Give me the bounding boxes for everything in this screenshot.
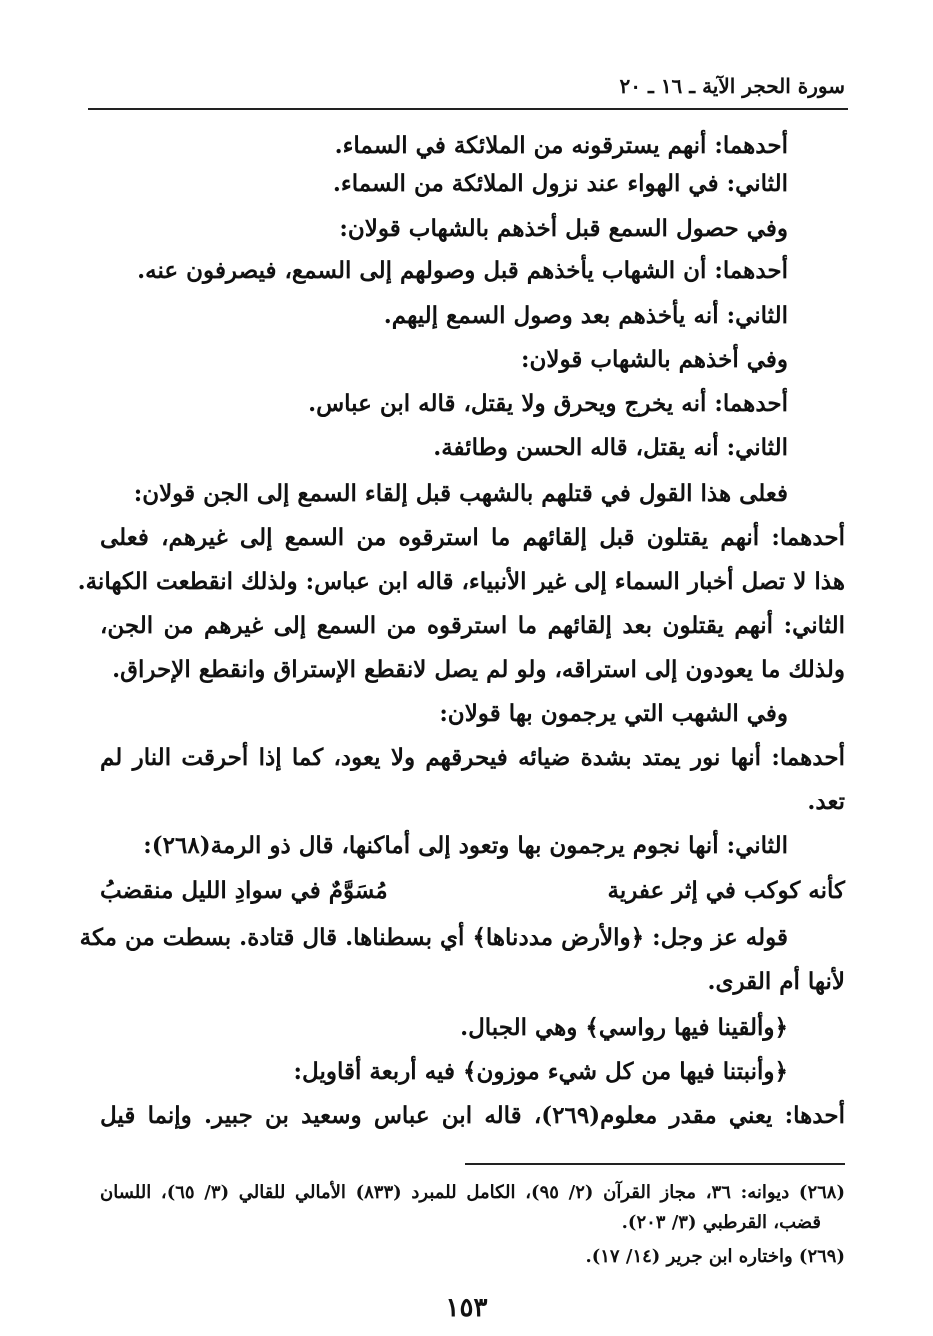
text-line: ﴿وألقينا فيها رواسي﴾ وهي الجبال.: [460, 1014, 788, 1041]
text-line: الثاني: أنه يقتل، قاله الحسن وطائفة.: [433, 434, 788, 461]
footnote: (٢٦٩) واختاره ابن جرير (١٤/ ١٧).: [585, 1246, 845, 1267]
text-line: الثاني: في الهواء عند نزول الملائكة من السماء.: [332, 170, 788, 197]
text-line: أحدهما: أنهم يسترقونه من الملائكة في السماء.: [334, 132, 788, 159]
text-line: الثاني: أنه يأخذهم بعد وصول السمع إليهم.: [383, 302, 788, 329]
footnote: قضب، القرطبي (٣/ ٢٠٣).: [621, 1212, 821, 1233]
text-line: أحدهما: أنها نور يمتد بشدة ضيائه فيحرقهم ولا يعود، كما إذا أحرقت النار لم: [100, 744, 845, 771]
text-line: هذا لا تصل أخبار السماء إلى غير الأنبياء، قاله ابن عباس: ولذلك انقطعت الكهانة.: [77, 568, 845, 595]
header-rule: [88, 108, 848, 110]
text-line: وفي حصول السمع قبل أخذهم بالشهاب قولان:: [339, 215, 788, 242]
text-line: فعلى هذا القول في قتلهم بالشهب قبل إلقاء السمع إلى الجن قولان:: [133, 480, 788, 507]
poetry-verse: [100, 870, 845, 912]
text-line: أحدهما: أنهم يقتلون قبل إلقائهم ما استرقوه من السمع إلى غيرهم، فعلى: [100, 524, 845, 551]
page-number: ١٥٣: [445, 1293, 488, 1323]
text-line: الثاني: أنهم يقتلون بعد إلقائهم ما استرقوه من السمع إلى غيرهم من الجن،: [100, 612, 845, 639]
text-line: لأنها أم القرى.: [707, 968, 845, 995]
text-line: أحدهما: أن الشهاب يأخذهم قبل وصولهم إلى السمع، فيصرفون عنه.: [137, 257, 788, 284]
text-line: وفي أخذهم بالشهاب قولان:: [521, 346, 788, 373]
running-head: سورة الحجر الآية ـ ١٦ ـ ٢٠: [619, 74, 845, 98]
footnote: (٢٦٨) ديوانه: ٣٦، مجاز القرآن (٢/ ٩٥)، الكامل للمبرد (٨٣٣) الأمالي للقالي (٣/ ٦٥)، اللسان: [100, 1182, 845, 1203]
text-line: ﴿وأنبتنا فيها من كل شيء موزون﴾ فيه أربعة أقاويل:: [293, 1058, 788, 1085]
text-line: وفي الشهب التي يرجمون بها قولان:: [439, 700, 788, 727]
verse-hemistich-first: كأنه كوكب في إثر عفرية: [607, 877, 845, 904]
text-line: قوله عز وجل: ﴿والأرض مددناها﴾ أي بسطناها. قال قتادة. بسطت من مكة: [79, 924, 788, 951]
text-line: ولذلك ما يعودون إلى استراقه، ولو لم يصل لانقطع الإستراق وانقطع الإحراق.: [112, 656, 845, 683]
text-line: الثاني: أنها نجوم يرجمون بها وتعود إلى أماكنها، قال ذو الرمة(٢٦٨):: [143, 832, 788, 859]
text-line: أحدها: يعني مقدر معلوم(٢٦٩)، قاله ابن عباس وسعيد بن جبير. وإنما قيل: [100, 1102, 845, 1129]
text-line: أحدهما: أنه يخرج ويحرق ولا يقتل، قاله ابن عباس.: [308, 390, 788, 417]
text-line: تعد.: [807, 788, 845, 815]
verse-hemistich-second: مُسَوَّمٌ في سوادِ الليل منقضبُ: [100, 877, 388, 904]
footnote-rule: [465, 1163, 845, 1165]
